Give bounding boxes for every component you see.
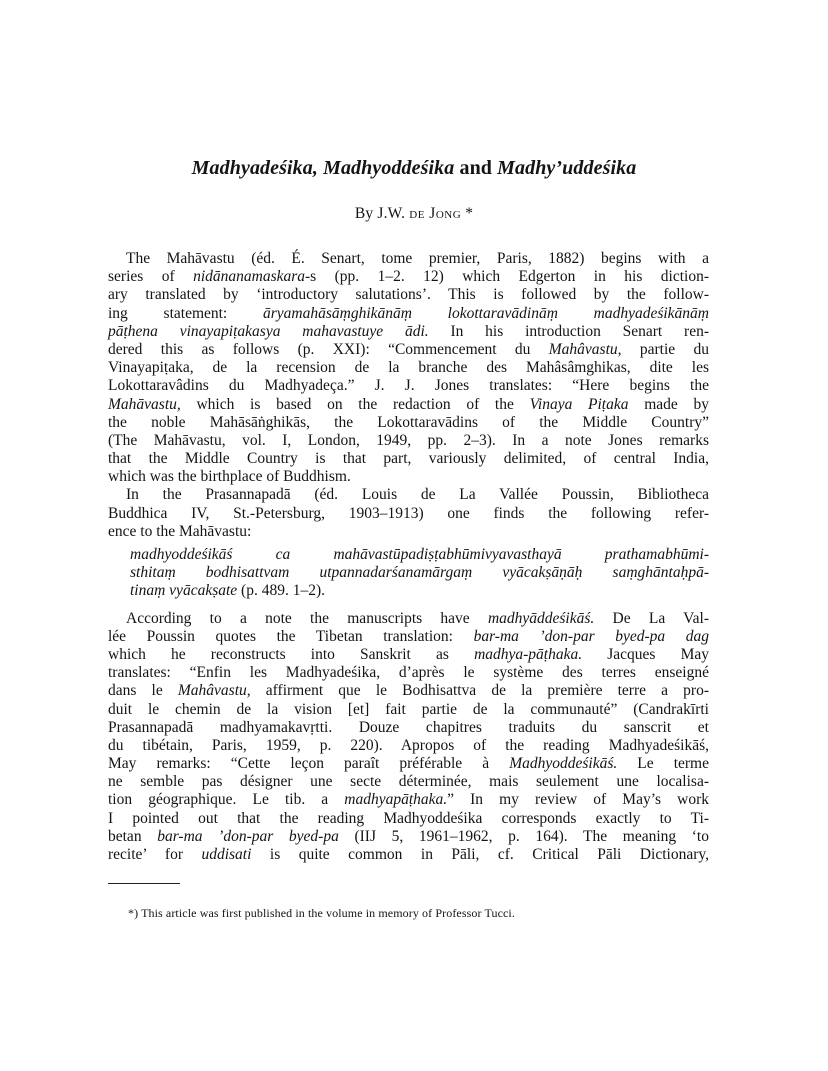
text-run: which is based on the redaction of the [180, 395, 530, 413]
text-run: I pointed out that the reading Madhyoddeśika corresponds exactly to Ti- [108, 809, 709, 827]
text-run: Prasannapadā madhyamakavṛtti. Douze chapitres traduits du sanscrit et [108, 718, 709, 736]
text-line [108, 468, 709, 486]
text-run: ary translated by ‘introductory salutations’. This is followed by the follow- [108, 286, 709, 304]
title-part-1: Madhyadeśika, Madhyoddeśika [191, 157, 455, 179]
title-part-2: Madhy’uddeśika [497, 157, 637, 179]
text-run: ing statement: [108, 304, 263, 322]
text-line [108, 791, 709, 809]
text-line [108, 828, 709, 846]
text-run: The Mahāvastu (éd. É. Senart, tome premier, Paris, 1882) begins with a [126, 250, 709, 267]
text-run: lée Poussin quotes the Tibetan translation: [108, 627, 474, 645]
italic-term: Mahâvastu, [548, 340, 622, 358]
quote-citation: (p. 489. 1–2). [237, 582, 325, 600]
text-line [108, 810, 709, 828]
text-run: betan [108, 827, 158, 845]
text-line [108, 414, 709, 432]
text-run: du tibétain, Paris, 1959, p. 220). Apropos of the reading Madhyadeśikāś, [108, 736, 709, 754]
text-line [130, 582, 709, 600]
italic-term: āryamahāsāṃghikānāṃ lokottaravādināṃ madhyadeśikānāṃ [262, 304, 709, 322]
text-line [108, 737, 709, 755]
block-quote [108, 546, 709, 601]
text-run: which he reconstructs into Sanskrit as [108, 645, 475, 663]
text-line [108, 773, 709, 791]
text-line [108, 664, 709, 682]
text-line [108, 523, 709, 541]
text-line [108, 396, 709, 414]
italic-term: Mahāvastu, [108, 395, 181, 413]
text-run: series of [108, 268, 194, 286]
text-run: partie du [621, 340, 709, 358]
text-line [108, 682, 709, 700]
italic-term: uddisati [201, 846, 252, 863]
text-run: In his introduction Senart ren- [428, 322, 709, 340]
italic-term: pāṭhena vinayapiṭakasya mahavastuye ādi. [108, 322, 429, 340]
text-run: duit le chemin de la vision [et] fait partie de la communauté” (Candrakīrti [108, 700, 709, 718]
text-run: Vinayapiṭaka, de la recension de la branche des Mahâsâmghikas, dite les [108, 359, 709, 377]
italic-term: bar-ma ’don-par byed-pa dag [473, 627, 709, 645]
article-title [0, 157, 828, 180]
text-run: the noble Mahāsāṅghikās, the Lokottaravādins of the Middle Country” [108, 413, 709, 431]
text-line [108, 432, 709, 450]
author-name: de Jong [409, 205, 462, 222]
text-run: Lokottaravâdins du Madhyadeça.” J. J. Jones translates: “Here begins the [108, 377, 709, 395]
text-run: dered this as follows (p. XXI): “Commencement du [108, 340, 549, 358]
italic-term: Vinaya Piṭaka [529, 395, 629, 413]
text-run: (The Mahāvastu, vol. I, London, 1949, pp. 2–3). In a note Jones remarks [108, 431, 709, 449]
author-byline [0, 205, 828, 223]
footnote-marker: * [461, 205, 474, 222]
byline-prefix: By J.W. [354, 205, 410, 222]
paragraph-2 [108, 486, 709, 541]
text-line [108, 359, 709, 377]
text-line [108, 323, 709, 341]
text-line [108, 628, 709, 646]
text-run: affirment que le Bodhisattva de la première terre a pro- [250, 682, 709, 700]
title-conjunction: and [454, 157, 498, 179]
text-line [108, 846, 709, 864]
text-run: tion géographique. Le tib. a [108, 791, 345, 809]
paragraph-3 [108, 610, 709, 865]
text-run: is quite common in Pāli, cf. Critical Pāli Dictionary, [251, 846, 709, 863]
text-line [108, 486, 709, 504]
text-line [108, 701, 709, 719]
article-body [108, 250, 709, 864]
text-run: ne semble pas désigner une secte déterminée, mais seulement une localisa- [108, 773, 709, 791]
quote-run: madhyoddeśikāś ca mahāvastūpadiṣṭabhūmivyavasthayā prathamabhūmi- [130, 546, 709, 563]
text-run: which was the birthplace of Buddhism. [108, 468, 351, 486]
paragraph-1 [108, 250, 709, 486]
italic-term: nidānanamaskara [193, 268, 306, 286]
text-run: dans le [108, 682, 178, 700]
text-line [130, 564, 709, 582]
text-line [108, 341, 709, 359]
italic-term: bar-ma ’don-par byed-pa [157, 827, 339, 845]
text-line [108, 610, 709, 628]
italic-term: Mahâvastu, [177, 682, 251, 700]
text-line [108, 268, 709, 286]
text-run: -s (pp. 1–2. 12) which Edgerton in his diction- [305, 268, 709, 286]
text-line [108, 646, 709, 664]
text-line [108, 305, 709, 323]
footnote-divider [108, 883, 180, 884]
text-run: recite’ for [108, 846, 202, 863]
text-line [108, 505, 709, 523]
footnote: *) This article was first published in the volume in memory of Professor Tucci. [128, 906, 515, 920]
text-run: May remarks: “Cette leçon paraît préférable à [108, 755, 510, 773]
text-run: that the Middle Country is that part, variously delimited, of central India, [108, 450, 709, 468]
text-run: According to a note the manuscripts have [126, 609, 488, 627]
quote-run: tinaṃ vyācakṣate [130, 582, 238, 600]
text-line [108, 450, 709, 468]
text-run: De La Val- [594, 609, 709, 627]
text-run: translates: “Enfin les Madhyadeśika, d’après le système des terres enseigné [108, 664, 709, 682]
text-run: made by [628, 395, 709, 413]
text-line [130, 546, 709, 564]
italic-term: madhyāddeśikāś. [487, 609, 595, 627]
text-run: ence to the Mahāvastu: [108, 522, 252, 540]
text-line [108, 377, 709, 395]
text-line [108, 755, 709, 773]
text-run: (IIJ 5, 1961–1962, p. 164). The meaning ‘to [338, 827, 709, 845]
text-run: ” In my review of May’s work [447, 791, 709, 809]
italic-term: madhyapāṭhaka. [344, 791, 448, 809]
quote-run: sthitaṃ bodhisattvam utpannadarśanamārgaṃ vyācakṣāṇāḥ saṃghāntaḥpā- [130, 564, 709, 582]
text-line [108, 250, 709, 268]
text-line [108, 286, 709, 304]
italic-term: Madhyoddeśikāś. [509, 755, 618, 773]
text-run: Le terme [617, 755, 709, 773]
italic-term: madhya-pāṭhaka. [474, 645, 583, 663]
text-run: Buddhica IV, St.-Petersburg, 1903–1913) one finds the following refer- [108, 504, 709, 522]
text-line [108, 719, 709, 737]
text-run: Jacques May [582, 645, 709, 663]
text-run: In the Prasannapadā (éd. Louis de La Vallée Poussin, Bibliotheca [126, 486, 709, 504]
